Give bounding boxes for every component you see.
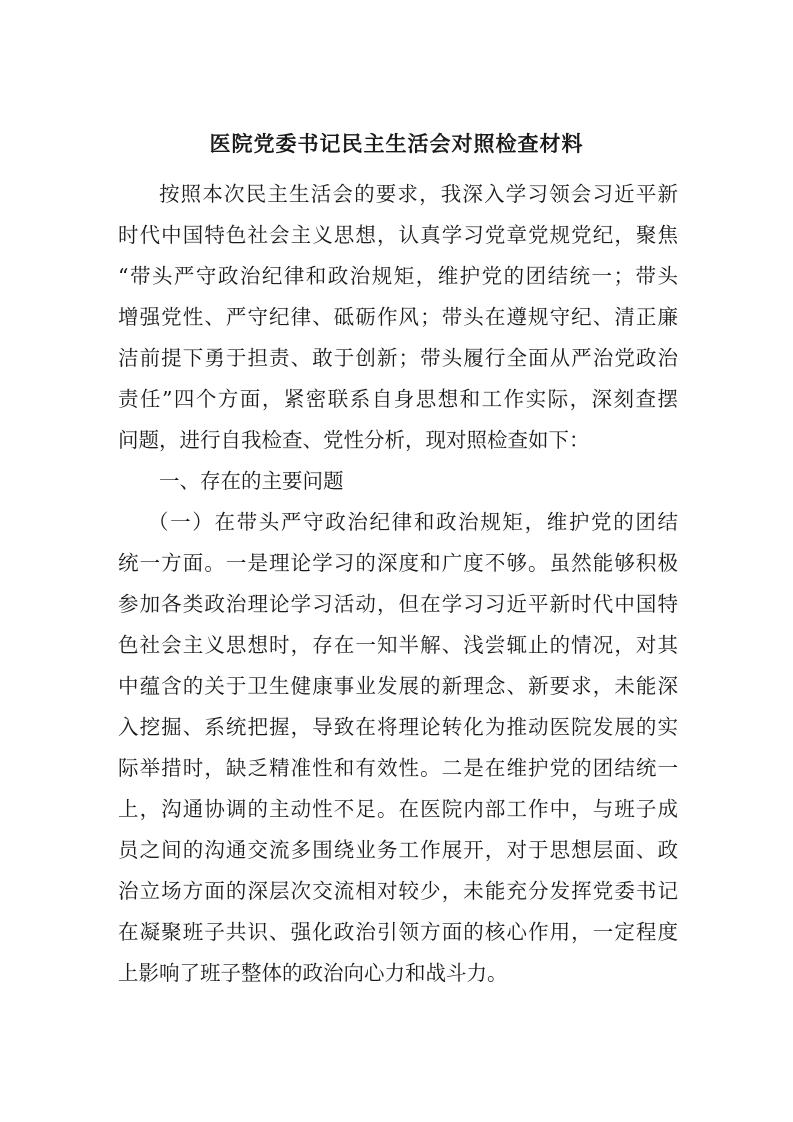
paragraph-line: （一）在带头严守政治纪律和政治规矩，维护党的团结 — [148, 510, 678, 534]
problem-paragraph — [118, 502, 678, 994]
paragraph-line: 际举措时，缺乏精准性和有效性。二是在维护党的团结统一 — [118, 756, 678, 780]
paragraph-line: 上，沟通协调的主动性不足。在医院内部工作中，与班子成 — [118, 797, 678, 821]
paragraph-line: 问题，进行自我检查、党性分析，现对照检查如下： — [118, 428, 590, 452]
paragraph-line: 上影响了班子整体的政治向心力和战斗力。 — [118, 961, 508, 985]
section-heading: 一、存在的主要问题 — [159, 469, 344, 493]
document-body — [118, 174, 678, 994]
paragraph-line: 入挖掘、系统把握，导致在将理论转化为推动医院发展的实 — [118, 715, 678, 739]
paragraph-line: 中蕴含的关于卫生健康事业发展的新理念、新要求，未能深 — [118, 674, 678, 698]
paragraph-line: 在凝聚班子共识、强化政治引领方面的核心作用，一定程度 — [118, 920, 678, 944]
paragraph-line: “带头严守政治纪律和政治规矩，维护党的团结统一；带头 — [118, 264, 678, 288]
paragraph-line: 责任”四个方面，紧密联系自身思想和工作实际，深刻查摆 — [118, 387, 678, 411]
paragraph-line: 增强党性、严守纪律、砥砺作风；带头在遵规守纪、清正廉 — [118, 305, 678, 329]
document-title: 医院党委书记民主生活会对照检查材料 — [209, 131, 584, 156]
paragraph-line: 员之间的沟通交流多围绕业务工作展开，对于思想层面、政 — [118, 838, 678, 862]
paragraph-line: 统一方面。一是理论学习的深度和广度不够。虽然能够积极 — [118, 551, 678, 575]
paragraph-line: 色社会主义思想时，存在一知半解、浅尝辄止的情况，对其 — [118, 633, 678, 657]
paragraph-line: 参加各类政治理论学习活动，但在学习习近平新时代中国特 — [118, 592, 678, 616]
paragraph-line: 洁前提下勇于担责、敢于创新；带头履行全面从严治党政治 — [118, 346, 678, 370]
intro-paragraph — [118, 174, 678, 461]
paragraph-line: 时代中国特色社会主义思想，认真学习党章党规党纪，聚焦 — [118, 223, 678, 247]
paragraph-line: 按照本次民主生活会的要求，我深入学习领会习近平新 — [159, 182, 678, 206]
paragraph-line: 治立场方面的深层次交流相对较少，未能充分发挥党委书记 — [118, 879, 678, 903]
